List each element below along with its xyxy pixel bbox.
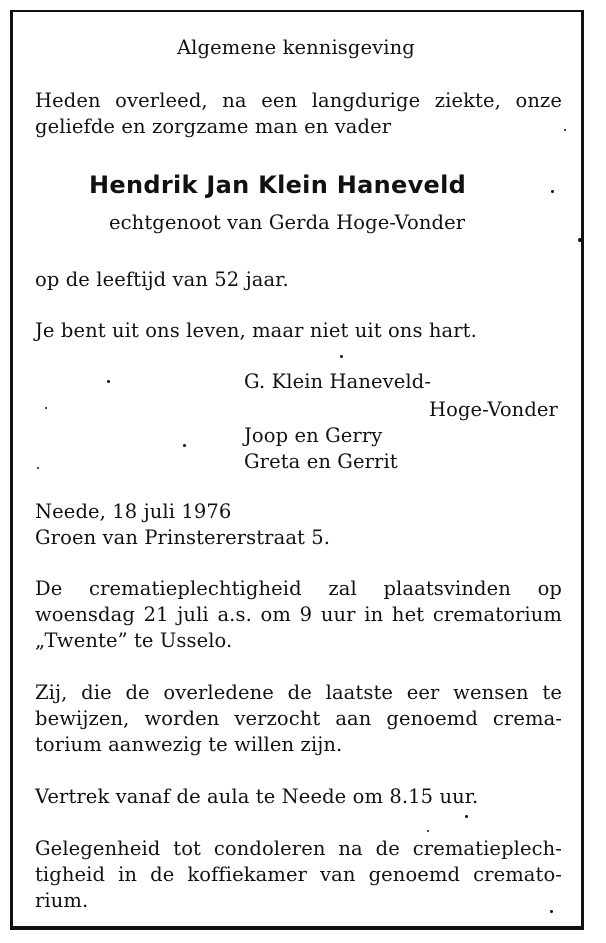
age-line: op de leeftijd van 52 jaar.: [35, 268, 289, 291]
family-line-1: G. Klein Haneveld-: [244, 370, 432, 393]
deceased-name: Hendrik Jan Klein Haneveld: [89, 171, 467, 199]
print-speck: [340, 355, 343, 358]
address: Groen van Prinstererstraat 5.: [35, 526, 331, 549]
spouse-line: echtgenoot van Gerda Hoge-Vonder: [109, 211, 466, 234]
departure-line: Vertrek vanaf de aula te Neede om 8.15 uur.: [35, 785, 479, 808]
print-speck: [465, 815, 468, 818]
place-date: Neede, 18 juli 1976: [35, 500, 232, 523]
intro-line-1: Heden overleed, na een langdurige ziekte, onze: [35, 89, 562, 112]
cremation-line-3: „Twente” te Usselo.: [35, 629, 233, 652]
print-speck: [183, 444, 186, 447]
condolence-line-2: tigheid in de koffiekamer van genoemd cremato-: [35, 863, 562, 886]
print-speck: [550, 910, 553, 913]
cremation-line-2: woensdag 21 juli a.s. om 9 uur in het crematorium: [35, 603, 562, 626]
death-notice-card: [10, 10, 584, 930]
print-speck: [564, 129, 566, 131]
print-speck: [37, 467, 39, 469]
invite-line-3: torium aanwezig te willen zijn.: [35, 733, 343, 756]
invite-line-2: bewijzen, worden verzocht aan genoemd crema-: [35, 707, 562, 730]
quote-line: Je bent uit ons leven, maar niet uit ons hart.: [35, 319, 477, 342]
print-speck: [578, 238, 582, 242]
print-speck: [427, 830, 429, 832]
family-line-3: Joop en Gerry: [244, 424, 383, 447]
notice-heading: Algemene kennisgeving: [177, 36, 415, 59]
invite-line-1: Zij, die de overledene de laatste eer wensen te: [35, 681, 562, 704]
intro-line-2: geliefde en zorgzame man en vader: [35, 115, 392, 138]
family-line-4: Greta en Gerrit: [244, 450, 398, 473]
print-speck: [551, 190, 554, 193]
cremation-line-1: De crematieplechtigheid zal plaatsvinden op: [35, 577, 562, 600]
print-speck: [107, 380, 110, 383]
family-line-2: Hoge-Vonder: [429, 398, 558, 421]
print-speck: [45, 407, 47, 409]
condolence-line-1: Gelegenheid tot condoleren na de crematieplech-: [35, 837, 562, 860]
condolence-line-3: rium.: [35, 889, 89, 912]
